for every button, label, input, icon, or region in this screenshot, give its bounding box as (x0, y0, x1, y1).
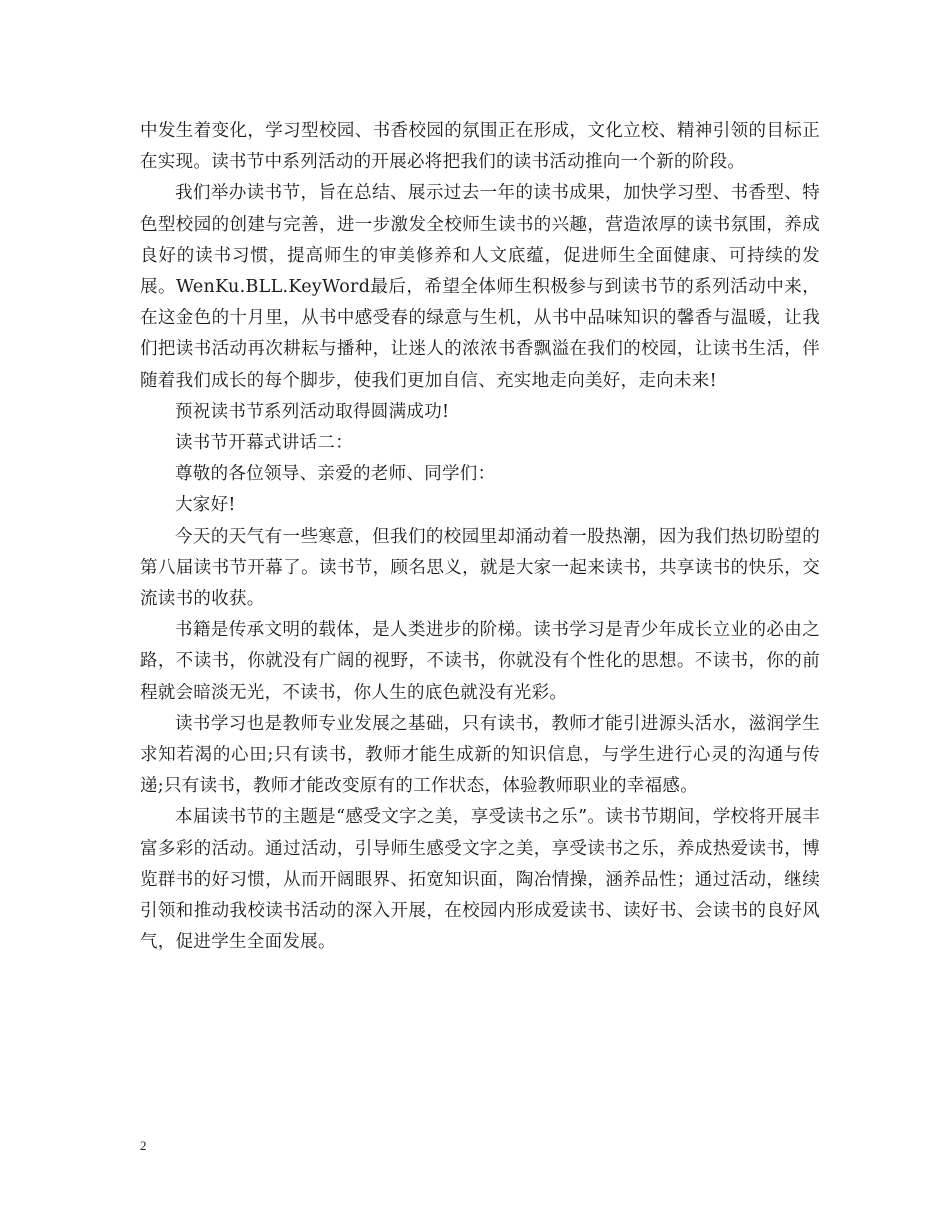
paragraph: 预祝读书节系列活动取得圆满成功! (175, 401, 450, 422)
greeting: 大家好! (175, 495, 236, 516)
paragraph: 我们举办读书节，旨在总结、展示过去一年的读书成果，加快学习型、书香型、特色型校园的创建与完善，进一步激发全校师生读书的兴趣，营造浓厚的读书氛围，养成良好的读书习惯，提高师生的审美修养和人文底蕴，促进师生全面健康、可持续的发展。WenKu.BLL.KeyWord最后，希望全体师生积极参与到读书节的系列活动中来，在这金色的十月里，从书中感受春的绿意与生机，从书中品味知识的馨香与温暖，让我们把读书活动再次耕耘与播种，让迷人的浓浓书香飘溢在我们的校园，让读书生活，伴随着我们成长的每个脚步，使我们更加自信、充实地走向美好，走向未来! (140, 183, 820, 391)
page-number: 2 (140, 1138, 147, 1153)
section-heading: 读书节开幕式讲话二： (175, 433, 353, 454)
paragraph: 今天的天气有一些寒意，但我们的校园里却涌动着一股热潮，因为我们热切盼望的第八届读书节开幕了。读书节，顾名思义，就是大家一起来读书，共享读书的快乐，交流读书的收获。 (140, 526, 820, 610)
paragraph: 中发生着变化，学习型校园、书香校园的氛围正在形成，文化立校、精神引领的目标正在实现。读书节中系列活动的开展必将把我们的读书活动推向一个新的阶段。 (140, 121, 820, 173)
body-text (140, 116, 820, 958)
paragraph: 本届读书节的主题是“感受文字之美，享受读书之乐”。读书节期间，学校将开展丰富多彩的活动。通过活动，引导师生感受文字之美，享受读书之乐，养成热爱读书，博览群书的好习惯，从而开阔眼界、拓宽知识面，陶冶情操，涵养品性；通过活动，继续引领和推动我校读书活动的深入开展，在校园内形成爱读书、读好书、会读书的良好风气，促进学生全面发展。 (140, 807, 820, 953)
salutation: 尊敬的各位领导、亲爱的老师、同学们： (175, 464, 496, 485)
paragraph: 读书学习也是教师专业发展之基础，只有读书，教师才能引进源头活水，滋润学生求知若渴的心田;只有读书，教师才能生成新的知识信息，与学生进行心灵的沟通与传递;只有读书，教师才能改变原有的工作状态，体验教师职业的幸福感。 (140, 713, 820, 797)
paragraph: 书籍是传承文明的载体，是人类进步的阶梯。读书学习是青少年成长立业的必由之路，不读书，你就没有广阔的视野，不读书，你就没有个性化的思想。不读书，你的前程就会暗淡无光，不读书，你人生的底色就没有光彩。 (140, 620, 820, 703)
